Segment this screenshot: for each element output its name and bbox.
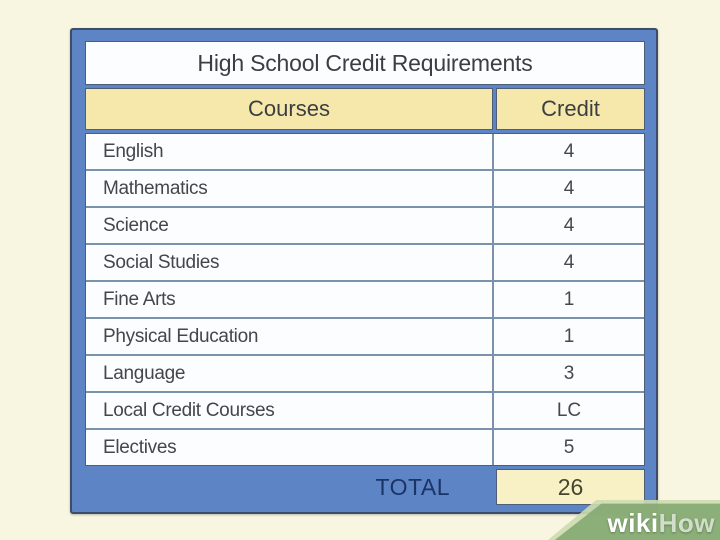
- column-header-courses: Courses: [85, 88, 493, 130]
- credit-cell: 1: [494, 282, 644, 317]
- course-cell: Electives: [86, 430, 494, 465]
- credit-cell: 4: [494, 134, 644, 169]
- credit-cell: 4: [494, 245, 644, 280]
- total-value: 26: [496, 469, 645, 505]
- wikihow-logo-wiki: wiki: [607, 508, 659, 538]
- course-cell: Fine Arts: [86, 282, 494, 317]
- table-body: [85, 133, 645, 466]
- total-label: TOTAL: [375, 473, 450, 500]
- table-row: [86, 393, 644, 430]
- table-row: [86, 319, 644, 356]
- course-cell: Language: [86, 356, 494, 391]
- table-row: [86, 245, 644, 282]
- credit-cell: LC: [494, 393, 644, 428]
- credit-cell: 1: [494, 319, 644, 354]
- credit-cell: 4: [494, 171, 644, 206]
- course-cell: Local Credit Courses: [86, 393, 494, 428]
- table-row: [86, 282, 644, 319]
- table-title: High School Credit Requirements: [85, 41, 645, 85]
- table-header-row: [85, 88, 645, 130]
- table-row: [86, 430, 644, 465]
- wikihow-logo-how: How: [658, 508, 715, 538]
- course-cell: Science: [86, 208, 494, 243]
- credit-cell: 5: [494, 430, 644, 465]
- course-cell: Social Studies: [86, 245, 494, 280]
- course-cell: English: [86, 134, 494, 169]
- table-row: [86, 356, 644, 393]
- course-cell: Physical Education: [86, 319, 494, 354]
- credit-requirements-table: [70, 28, 658, 514]
- credit-cell: 4: [494, 208, 644, 243]
- wikihow-watermark: [548, 500, 720, 540]
- column-header-credit: Credit: [496, 88, 645, 130]
- wikihow-logo: [607, 510, 715, 536]
- course-cell: Mathematics: [86, 171, 494, 206]
- table-row: [86, 208, 644, 245]
- table-row: [86, 134, 644, 171]
- table-row: [86, 171, 644, 208]
- credit-cell: 3: [494, 356, 644, 391]
